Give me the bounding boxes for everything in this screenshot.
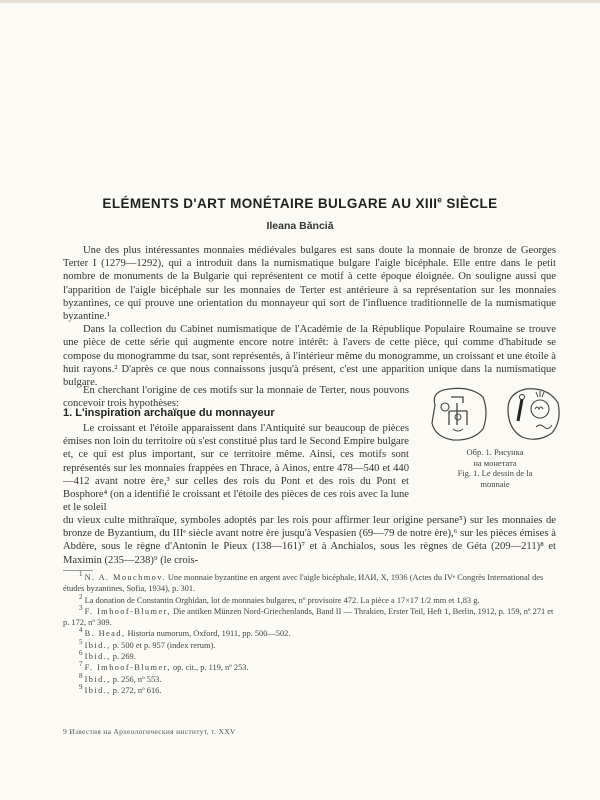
footnote-3: $^3$ F. Imhoof-Blumer, Die antiken Münzen Nord-Griechenlands, Band II — Thrakien, Erster Teil, Heft 1, Berlin, 1912, p. 159, nº 271 et p. 172, nº 309. — [63, 604, 554, 628]
body-paragraphs — [63, 244, 556, 389]
footnote-9: $^9$ Ibid., p. 272, nº 616. — [79, 683, 162, 695]
figure-caption — [420, 447, 570, 489]
paragraph-3-text: En cherchant l'origine de ces motifs sur la monnaie de Terter, nous pouvons concevoir trois hypothèses: — [63, 385, 409, 410]
paragraph-1: Une des plus intéressantes monnaies médiévales bulgares est sans doute la monnaie de bronze de Georges Terter I (1279—1292), qui a introduit dans la numismatique bulgare l'aigle bicéphale. Elle entre dans le petit nombre de monuments de la Bulgarie qui représentent ce motif à cette époque éloignée. On souligne aussi que l'apparition de l'aigle bicéphale sur les monnaies de Terter est antérieure à sa représentation sur les monnaies byzantines, ce qui prouve une orientation du monnayeur qui sort de l'influence traditionnelle de la numismatique byzantine.¹ — [63, 245, 556, 323]
author-name: Ileana Bănciă — [266, 220, 334, 232]
caption-french-line1: Fig. 1. Le dessin de la — [457, 468, 533, 478]
article-title: ELÉMENTS D'ART MONÉTAIRE BULGARE AU XIIIe SIÈCLE — [102, 195, 498, 211]
coin-figure — [420, 385, 570, 489]
footnote-1: $^1$ N. A. Mouchmov. Une monnaie byzantine en argent avec l'aigle bicéphale, ИАИ, X, 1936 (Actes du IVᵉ Congrès International des études byzantines, Sofia, 1934), p. 301. — [63, 570, 544, 594]
coin-reverse-eagle-icon — [502, 385, 564, 443]
caption-bulgarian-line2: на монетата — [473, 457, 517, 468]
caption-french-line2: monnaie — [480, 478, 510, 489]
footnote-5: $^5$ Ibid., p. 500 et p. 957 (index rerum). — [79, 637, 216, 650]
paragraph-section-narrow — [63, 422, 409, 514]
footnotes — [63, 572, 556, 696]
footnote-4: $^4$ B. Head, Historia numorum, Oxford, 1911, pp. 500—502. — [79, 626, 291, 639]
paragraph-section-narrow-text: Le croissant et l'étoile apparaissent dans l'Antiquité sur beaucoup de pièces émises non loin du territoire où s'est constitué plus tard le Second Empire bulgare et, ce qui est plus important, sur ce territoire même. Ainsi, ces motifs sont représentés sur les monnaies frappées en Thrace, à Ainos, entre 478—540 et 440—412 avant notre ère,³ sur celles des rois du Pont et des rois du Pont et Bosphore⁴ (on a identifié le croissant et l'étoile des pièces de ces rois avec la lune et le soleil — [63, 423, 409, 514]
footnote-7: $^7$ F. Imhoof-Blumer, op. cit., p. 119, nº 253. — [79, 660, 249, 673]
section-heading: 1. L'inspiration archaïque du monnayeur — [63, 407, 275, 419]
paragraph-section-full: du vieux culte mithraïque, symboles adoptés par les rois pour affirmer leur origine persane⁵) sur les monnaies de bronze de Byzantium, du IIIᵉ siècle avant notre ère jusqu'à Vespasien (69—79 de notre ère),⁶ sur les pièces émises à Abdère, sous le règne d'Antonin le Pieux (138—161)⁷ et à Anchialos, sous les règnes de Géta (209—211)⁸ et Maximin (235—238)⁹ (le crois- — [63, 515, 556, 566]
paragraph-2: Dans la collection du Cabinet numismatique de l'Académie de la République Populaire Roumaine se trouve une pièce de cette série qui augmente encore notre intérêt: à l'avers de cette pièce, qui comme d'habitude se compose du monogramme du tsar, sont représentés, à l'intérieur même du monogramme, un croissant et une étoile à huit rayons.² D'après ce que nous connaissons jusqu'à présent, c'est une apparition unique dans la numismatique bulgare. — [63, 324, 556, 389]
footnote-2: $^2$ La donation de Constantin Orghidan, lot de monnaies bulgares, nº provisoire 472. La pièce a 17×17 1/2 mm et 1,83 g. — [79, 592, 480, 605]
scan-edge — [0, 0, 600, 3]
footnote-divider — [63, 570, 93, 571]
caption-bulgarian-line1: Обр. 1. Рисунка — [466, 447, 524, 457]
coin-drawings — [420, 385, 570, 443]
coin-obverse-monogram-icon — [427, 385, 489, 443]
footnote-6: $^6$ Ibid., p. 269. — [79, 649, 136, 662]
page-footer: 9 Известия на Археологическия институт, т. XXV — [63, 727, 236, 736]
footnote-8: $^8$ Ibid., p. 256, nº 553. — [79, 671, 162, 684]
